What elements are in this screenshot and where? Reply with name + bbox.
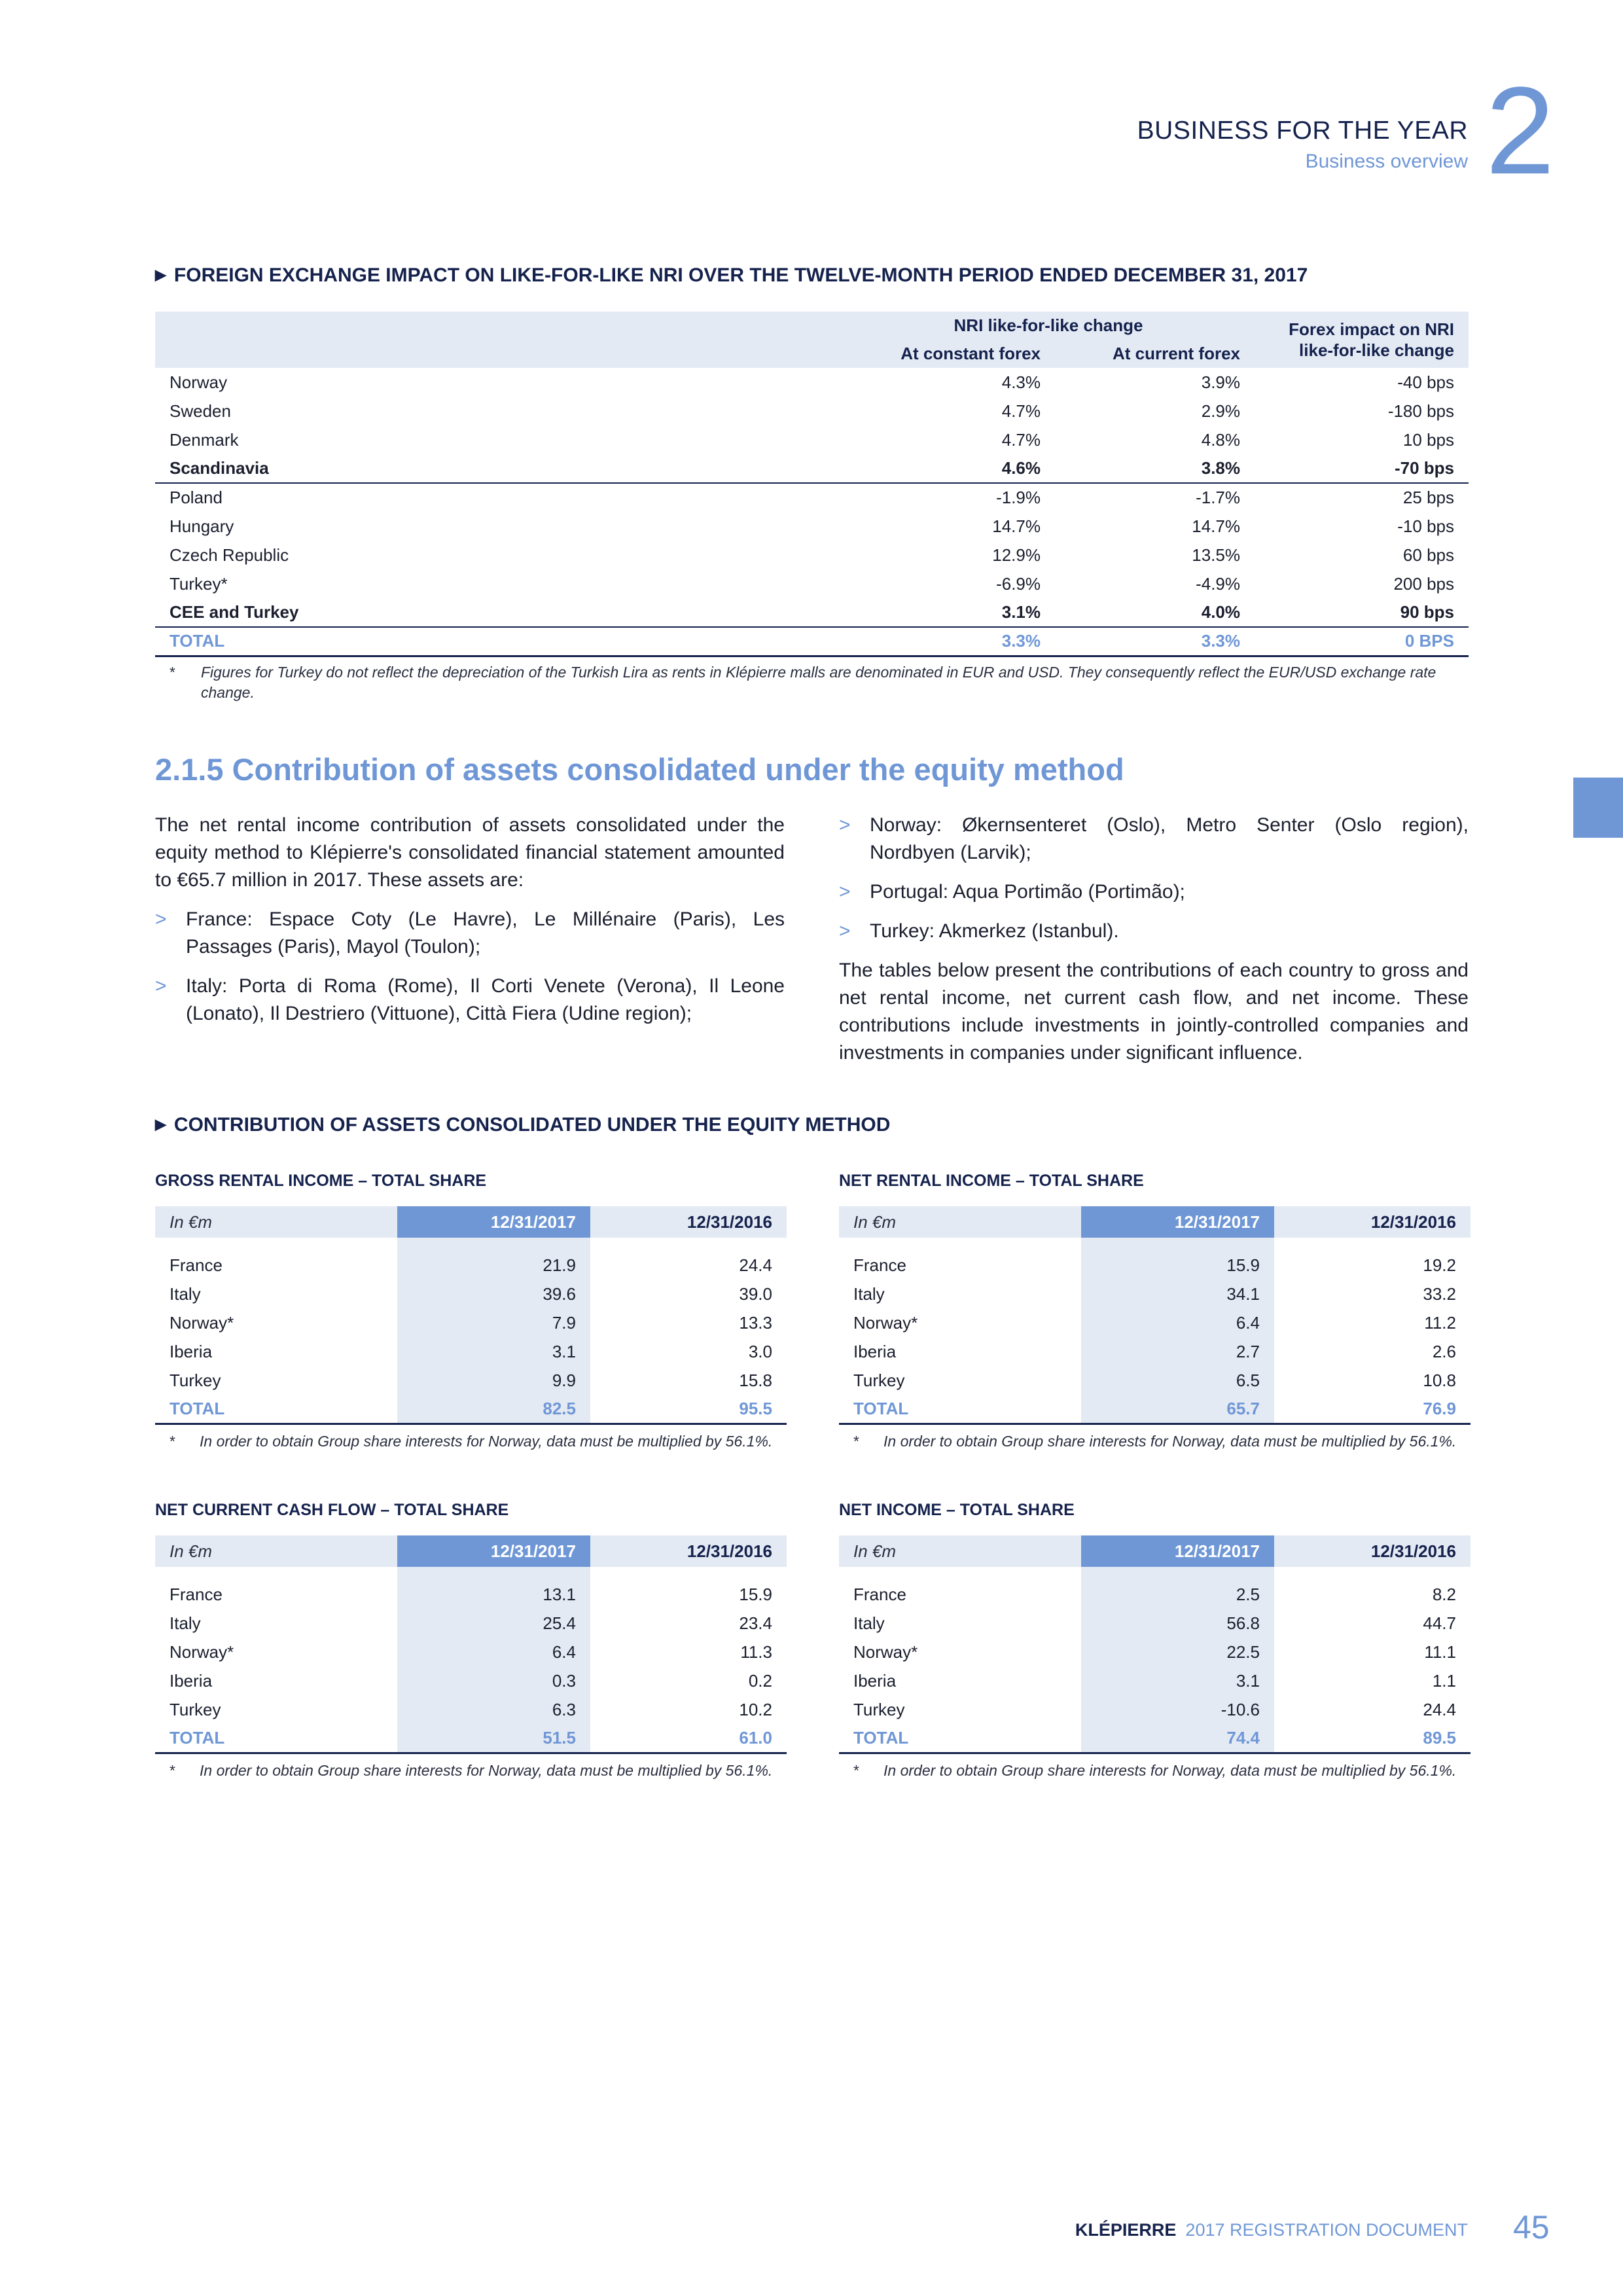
- spacer-cell: [839, 1567, 1081, 1580]
- value-2016: 1.1: [1432, 1670, 1456, 1691]
- forex-current-value: 3.9%: [1201, 372, 1240, 392]
- forex-row: [155, 512, 1469, 541]
- footnote-text: In order to obtain Group share interests for Norway, data must be multiplied by 56.1%.: [883, 1433, 1457, 1450]
- row-label: Turkey: [853, 1370, 905, 1390]
- forex-constant-value: -1.9%: [996, 488, 1041, 507]
- row-label: Turkey: [853, 1699, 905, 1719]
- chapter-subtitle: Business overview: [1305, 151, 1468, 172]
- spacer-row: [155, 1567, 787, 1580]
- forex-impact-value: 25 bps: [1402, 488, 1454, 507]
- row-label: Italy: [853, 1613, 885, 1633]
- table-row: [155, 1366, 787, 1395]
- bullet-arrow-icon: >: [155, 908, 167, 930]
- table-row: [155, 1580, 787, 1609]
- forex-current-value: -1.7%: [1196, 488, 1240, 507]
- outro-paragraph: The tables below present the contributions of each country to gross and net rental income, net current cash flow, and net income. These contributions include investments in jointly-controlled companies and investments in companies under significant influence.: [839, 960, 1469, 1064]
- bullet-text: Norway: Økernsenteret (Oslo), Metro Senter (Oslo region), Nordbyen (Larvik);: [870, 814, 1469, 863]
- contribution-heading: [155, 1114, 890, 1136]
- value-2017: 2.5: [1081, 1580, 1274, 1609]
- value-2017: 34.1: [1081, 1280, 1274, 1308]
- bullet-item: [839, 878, 1469, 906]
- spacer-row: [839, 1238, 1471, 1251]
- table-row: [155, 1724, 787, 1753]
- spacer-cell: [155, 1567, 397, 1580]
- net-income-table: [839, 1535, 1471, 1754]
- footer-brand: KLÉPIERRE: [1075, 2220, 1177, 2240]
- year-2017-header: 12/31/2017: [1081, 1206, 1274, 1238]
- table-row: [839, 1280, 1471, 1308]
- spacer-cell: [839, 1238, 1081, 1251]
- spacer-cell: [590, 1567, 787, 1580]
- forex-heading: [155, 264, 1308, 287]
- contribution-heading-text: CONTRIBUTION OF ASSETS CONSOLIDATED UNDER THE EQUITY METHOD: [173, 1114, 891, 1136]
- header-row: [839, 1206, 1471, 1238]
- bullet-arrow-icon: >: [839, 881, 851, 903]
- table-row: [839, 1724, 1471, 1753]
- value-2017: -10.6: [1081, 1695, 1274, 1724]
- forex-row: [155, 397, 1469, 425]
- value-2016: 8.2: [1432, 1584, 1456, 1604]
- value-2016: 11.3: [740, 1641, 772, 1662]
- value-2016: 3.0: [748, 1341, 772, 1361]
- unit-header: In €m: [839, 1206, 1081, 1238]
- year-2017-header: 12/31/2017: [397, 1535, 590, 1567]
- value-2017: 13.1: [397, 1580, 590, 1609]
- footnote-mark: *: [169, 1762, 175, 1779]
- value-2017: 21.9: [397, 1251, 590, 1280]
- cash-flow-footnote: [155, 1761, 787, 1781]
- forex-impact-value: -180 bps: [1387, 401, 1454, 421]
- value-2016: 24.4: [1423, 1699, 1456, 1719]
- spacer-row: [839, 1567, 1471, 1580]
- section-title: 2.1.5 Contribution of assets consolidated under the equity method: [155, 752, 1124, 787]
- forex-impact-value: 0 BPS: [1255, 627, 1469, 656]
- footnote-text: In order to obtain Group share interests for Norway, data must be multiplied by 56.1%.: [200, 1762, 773, 1779]
- row-label: France: [853, 1255, 906, 1275]
- forex-impact-value: 200 bps: [1393, 573, 1454, 594]
- forex-row-label: Czech Republic: [169, 545, 289, 565]
- bullet-item: [155, 906, 785, 961]
- forex-constant-value: -6.9%: [996, 573, 1041, 594]
- header-row: [839, 1535, 1471, 1567]
- gross-rental-table: [155, 1206, 787, 1425]
- value-2017: 25.4: [397, 1609, 590, 1638]
- year-2016-header: 12/31/2016: [590, 1206, 787, 1238]
- row-label: Iberia: [853, 1670, 897, 1691]
- forex-row: [155, 627, 1469, 656]
- row-label: Italy: [853, 1283, 885, 1304]
- footnote-mark: *: [853, 1433, 859, 1450]
- forex-row-label: Sweden: [169, 401, 231, 421]
- table-row: [839, 1366, 1471, 1395]
- bullet-arrow-icon: >: [155, 975, 167, 997]
- row-label: Italy: [169, 1283, 201, 1304]
- forex-constant-value: 3.3%: [842, 627, 1055, 656]
- spacer-cell: [1081, 1567, 1274, 1580]
- forex-constant-value: 4.3%: [1001, 372, 1041, 392]
- forex-row-label: TOTAL: [155, 627, 842, 656]
- year-2016-header: 12/31/2016: [590, 1535, 787, 1567]
- gross-footnote: [155, 1431, 787, 1452]
- bullet-text: Portugal: Aqua Portimão (Portimão);: [870, 881, 1185, 903]
- row-label: Turkey: [169, 1699, 221, 1719]
- triangle-bullet-icon: ▶: [155, 1116, 166, 1132]
- bullet-text: France: Espace Coty (Le Havre), Le Millénaire (Paris), Les Passages (Paris), Mayol (Toulon);: [186, 908, 785, 958]
- forex-row: [155, 598, 1469, 627]
- table-body: [839, 1567, 1471, 1753]
- spacer-cell: [155, 1238, 397, 1251]
- table-header: [839, 1535, 1471, 1567]
- unit-header: In €m: [155, 1535, 397, 1567]
- chapter-side-tab: [1573, 778, 1623, 838]
- forex-impact-value: -10 bps: [1397, 516, 1454, 536]
- forex-row: [155, 425, 1469, 454]
- footer-doc: [1075, 2220, 1468, 2240]
- net-income-footnote: [839, 1761, 1471, 1781]
- row-label: Italy: [169, 1613, 201, 1633]
- value-2016: 10.2: [739, 1699, 772, 1719]
- table-row: [839, 1638, 1471, 1666]
- forex-impact-header: Forex impact on NRI like-for-like change: [1255, 312, 1469, 368]
- value-2016: 11.1: [1424, 1641, 1456, 1662]
- forex-row: [155, 454, 1469, 483]
- year-2017-header: 12/31/2017: [1081, 1535, 1274, 1567]
- value-2017: 65.7: [1081, 1395, 1274, 1424]
- forex-constant-value: 14.7%: [992, 516, 1041, 536]
- value-2017: 3.1: [397, 1337, 590, 1366]
- value-2017: 82.5: [397, 1395, 590, 1424]
- table-row: [839, 1609, 1471, 1638]
- row-label: Turkey: [169, 1370, 221, 1390]
- gross-rental-title: GROSS RENTAL INCOME – TOTAL SHARE: [155, 1172, 487, 1190]
- forex-header-blank: [155, 312, 842, 339]
- forex-footnote: [155, 662, 1469, 703]
- spacer-cell: [1274, 1238, 1471, 1251]
- row-label: Norway*: [853, 1641, 918, 1662]
- value-2016: 95.5: [590, 1395, 787, 1424]
- spacer-cell: [397, 1238, 590, 1251]
- forex-current-value: 14.7%: [1192, 516, 1240, 536]
- value-2017: 7.9: [397, 1308, 590, 1337]
- triangle-bullet-icon: ▶: [155, 266, 166, 283]
- footnote-mark: *: [169, 1433, 175, 1450]
- unit-header: In €m: [155, 1206, 397, 1238]
- value-2017: 0.3: [397, 1666, 590, 1695]
- spacer-cell: [397, 1567, 590, 1580]
- table-row: [839, 1395, 1471, 1424]
- row-label: Norway*: [169, 1312, 234, 1333]
- forex-row-label: Norway: [169, 372, 228, 392]
- cash-flow-title: NET CURRENT CASH FLOW – TOTAL SHARE: [155, 1501, 509, 1519]
- table-row: [155, 1251, 787, 1280]
- bullet-text: Turkey: Akmerkez (Istanbul).: [870, 920, 1119, 942]
- forex-current-value: 3.3%: [1055, 627, 1255, 656]
- row-label: Iberia: [169, 1341, 213, 1361]
- net-rental-footnote: [839, 1431, 1471, 1452]
- table-header: [839, 1206, 1471, 1238]
- table-row: [839, 1666, 1471, 1695]
- value-2017: 6.4: [1081, 1308, 1274, 1337]
- row-label: France: [169, 1584, 223, 1604]
- page-number: 45: [1513, 2209, 1550, 2246]
- forex-constant-value: 4.7%: [1001, 429, 1041, 450]
- table-header: [155, 1206, 787, 1238]
- value-2016: 19.2: [1423, 1255, 1456, 1275]
- forex-constant-value: 4.6%: [842, 454, 1055, 483]
- value-2016: 15.9: [739, 1584, 772, 1604]
- header-row: [155, 1535, 787, 1567]
- forex-table-body: [155, 368, 1469, 656]
- table-body: [155, 1238, 787, 1424]
- net-rental-table: [839, 1206, 1471, 1425]
- value-2016: 24.4: [739, 1255, 772, 1275]
- value-2016: 33.2: [1423, 1283, 1456, 1304]
- forex-row-label: CEE and Turkey: [155, 598, 842, 627]
- forex-current-value: 4.8%: [1201, 429, 1240, 450]
- bullet-item: [839, 812, 1469, 867]
- spacer-cell: [1081, 1238, 1274, 1251]
- value-2017: 51.5: [397, 1724, 590, 1753]
- header-row: [155, 1206, 787, 1238]
- table-body: [155, 1567, 787, 1753]
- value-2017: 6.5: [1081, 1366, 1274, 1395]
- value-2017: 3.1: [1081, 1666, 1274, 1695]
- table-header: [155, 1535, 787, 1567]
- footnote-text: In order to obtain Group share interests for Norway, data must be multiplied by 56.1%.: [200, 1433, 773, 1450]
- row-label: Norway*: [169, 1641, 234, 1662]
- forex-constant-value: 4.7%: [1001, 401, 1041, 421]
- forex-constant-value: 3.1%: [842, 598, 1055, 627]
- forex-current-value: 13.5%: [1192, 545, 1240, 565]
- row-label: TOTAL: [839, 1395, 1081, 1424]
- table-row: [839, 1337, 1471, 1366]
- value-2017: 22.5: [1081, 1638, 1274, 1666]
- row-label: Iberia: [169, 1670, 213, 1691]
- value-2017: 6.3: [397, 1695, 590, 1724]
- bullet-arrow-icon: >: [839, 814, 851, 836]
- value-2017: 74.4: [1081, 1724, 1274, 1753]
- row-label: Norway*: [853, 1312, 918, 1333]
- bullet-item: [155, 973, 785, 1028]
- forex-heading-text: FOREIGN EXCHANGE IMPACT ON LIKE-FOR-LIKE NRI OVER THE TWELVE-MONTH PERIOD ENDED DECEMBER 31, 2017: [173, 264, 1308, 286]
- text-column-left: [155, 812, 785, 1039]
- value-2017: 6.4: [397, 1638, 590, 1666]
- text-column-right: [839, 812, 1469, 1079]
- table-row: [839, 1695, 1471, 1724]
- table-row: [839, 1251, 1471, 1280]
- forex-row: [155, 541, 1469, 569]
- value-2016: 76.9: [1274, 1395, 1471, 1424]
- spacer-cell: [590, 1238, 787, 1251]
- unit-header: In €m: [839, 1535, 1081, 1567]
- table-row: [839, 1308, 1471, 1337]
- intro-paragraph: The net rental income contribution of assets consolidated under the equity method to Klépierre's consolidated financial statement amounted to €65.7 million in 2017. These assets are:: [155, 814, 785, 891]
- table-row: [155, 1609, 787, 1638]
- footnote-mark: *: [853, 1762, 859, 1779]
- value-2017: 56.8: [1081, 1609, 1274, 1638]
- forex-impact-value: -40 bps: [1397, 372, 1454, 392]
- forex-current-header: At current forex: [1055, 339, 1255, 368]
- row-label: France: [853, 1584, 906, 1604]
- forex-current-value: -4.9%: [1196, 573, 1240, 594]
- forex-current-value: 3.8%: [1055, 454, 1255, 483]
- forex-group-header: NRI like-for-like change: [842, 312, 1255, 339]
- table-row: [155, 1638, 787, 1666]
- year-2016-header: 12/31/2016: [1274, 1535, 1471, 1567]
- value-2017: 15.9: [1081, 1251, 1274, 1280]
- chapter-number: 2: [1486, 62, 1555, 200]
- forex-row: [155, 368, 1469, 397]
- value-2017: 9.9: [397, 1366, 590, 1395]
- forex-impact-value: 10 bps: [1402, 429, 1454, 450]
- table-body: [839, 1238, 1471, 1424]
- value-2016: 0.2: [748, 1670, 772, 1691]
- row-label: TOTAL: [155, 1395, 397, 1424]
- table-row: [155, 1395, 787, 1424]
- forex-impact-value: -70 bps: [1255, 454, 1469, 483]
- value-2017: 2.7: [1081, 1337, 1274, 1366]
- table-row: [155, 1695, 787, 1724]
- forex-current-value: 4.0%: [1055, 598, 1255, 627]
- value-2016: 15.8: [739, 1370, 772, 1390]
- row-label: TOTAL: [155, 1724, 397, 1753]
- forex-table: [155, 312, 1469, 657]
- value-2016: 2.6: [1432, 1341, 1456, 1361]
- table-row: [839, 1580, 1471, 1609]
- footer-doc-title: 2017 REGISTRATION DOCUMENT: [1185, 2220, 1468, 2240]
- row-label: Iberia: [853, 1341, 897, 1361]
- net-income-title: NET INCOME – TOTAL SHARE: [839, 1501, 1075, 1519]
- value-2016: 13.3: [739, 1312, 772, 1333]
- row-label: France: [169, 1255, 223, 1275]
- table-row: [155, 1308, 787, 1337]
- value-2016: 89.5: [1274, 1724, 1471, 1753]
- footnote-text: In order to obtain Group share interests for Norway, data must be multiplied by 56.1%.: [883, 1762, 1457, 1779]
- footnote-mark: *: [169, 664, 175, 681]
- forex-header-blank-2: [155, 339, 842, 368]
- spacer-cell: [1274, 1567, 1471, 1580]
- bullet-text: Italy: Porta di Roma (Rome), Il Corti Venete (Verona), Il Leone (Lonato), Il Destriero (Vittuone), Città Fiera (Udine region);: [186, 975, 785, 1024]
- forex-impact-value: 60 bps: [1402, 545, 1454, 565]
- table-row: [155, 1337, 787, 1366]
- row-label: TOTAL: [839, 1724, 1081, 1753]
- spacer-row: [155, 1238, 787, 1251]
- value-2016: 10.8: [1423, 1370, 1456, 1390]
- forex-impact-value: 90 bps: [1255, 598, 1469, 627]
- table-row: [155, 1666, 787, 1695]
- forex-constant-header: At constant forex: [842, 339, 1055, 368]
- year-2017-header: 12/31/2017: [397, 1206, 590, 1238]
- forex-current-value: 2.9%: [1201, 401, 1240, 421]
- forex-row-label: Turkey*: [169, 573, 228, 594]
- value-2016: 61.0: [590, 1724, 787, 1753]
- chapter-title: BUSINESS FOR THE YEAR: [1137, 117, 1468, 145]
- value-2017: 39.6: [397, 1280, 590, 1308]
- bullet-item: [839, 918, 1469, 945]
- forex-row-label: Denmark: [169, 429, 239, 450]
- forex-row-label: Scandinavia: [155, 454, 842, 483]
- forex-row-label: Poland: [169, 488, 223, 507]
- forex-row: [155, 569, 1469, 598]
- table-row: [155, 1280, 787, 1308]
- bullet-arrow-icon: >: [839, 920, 851, 942]
- cash-flow-table: [155, 1535, 787, 1754]
- forex-row-label: Hungary: [169, 516, 234, 536]
- forex-row: [155, 483, 1469, 512]
- value-2016: 39.0: [739, 1283, 772, 1304]
- net-rental-title: NET RENTAL INCOME – TOTAL SHARE: [839, 1172, 1144, 1190]
- value-2016: 44.7: [1423, 1613, 1456, 1633]
- value-2016: 23.4: [739, 1613, 772, 1633]
- footnote-text: Figures for Turkey do not reflect the depreciation of the Turkish Lira as rents in Klépierre malls are denominated in EUR and USD. They consequently reflect the EUR/USD exchange rate change.: [201, 664, 1436, 701]
- value-2016: 11.2: [1424, 1312, 1456, 1333]
- forex-constant-value: 12.9%: [992, 545, 1041, 565]
- year-2016-header: 12/31/2016: [1274, 1206, 1471, 1238]
